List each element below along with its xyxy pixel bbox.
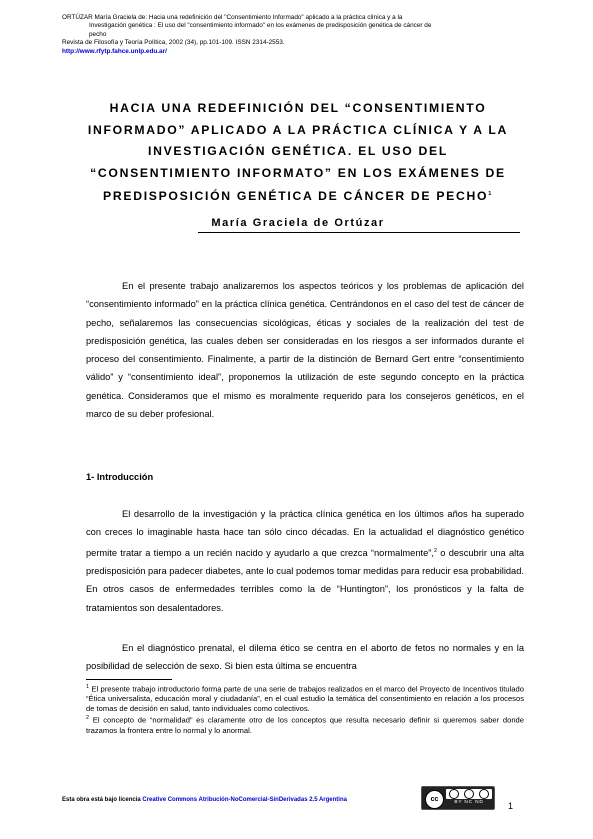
title-line-3: INVESTIGACIÓN GENÉTICA. EL USO DEL <box>148 144 448 158</box>
license-notice <box>62 797 347 803</box>
author-underline <box>198 232 520 233</box>
p1-text-b: o descubrir una alta predisposición para padecer diabetes, ante lo cual podemos tomar medidas para reducir esa probabilidad. En otros casos de enfermedades terribles como la de “Huntington”, los pronósticos y la falta de tratamientos son desalentadores. <box>86 547 524 613</box>
title-line-2: INFORMADO” APLICADO A LA PRÁCTICA CLÍNICA Y A LA <box>87 122 509 137</box>
footnote-2-text: El concepto de “normalidad” es claramente otro de los conceptos que resulta necesario definir si queremos saber donde trazamos la frontera entre lo normal y lo anormal. <box>86 715 524 735</box>
footnote-2-mark: 2 <box>86 715 90 722</box>
cc-icon: cc <box>425 790 444 809</box>
p1-footnote-mark[interactable]: 2 <box>433 547 437 554</box>
abstract-paragraph: En el presente trabajo analizaremos los aspectos teóricos y los problemas de aplicación del “consentimiento informado” en la práctica clínica genética. Centrándonos en el caso del test de cáncer de pecho, señalaremos las consecuencias sicológicas, éticas y sociales de la realización del test de predisposición genética, las cuales deben ser consideradas en los riesgos a ser informados durante el proceso del consentimiento. Finalmente, a partir de la distinción de Bernard Gert entre “consentimiento válido” y “consentimiento ideal”, proponemos la utilización de este segundo concepto en la práctica genética. Consideramos que el mismo es moralmente requerido para los consejeros genéticos, en el marco de su deber profesional. <box>86 281 524 420</box>
license-link[interactable]: Creative Commons Atribución-NoComercial-SinDerivadas 2.5 Argentina <box>142 797 347 803</box>
page-number: 1 <box>508 801 514 811</box>
title-line-5-wrapper <box>70 184 526 208</box>
footnote-1-mark: 1 <box>86 684 90 690</box>
title-footnote-mark[interactable]: 1 <box>488 191 493 197</box>
journal-reference: Revista de Filosofía y Teoría Política, 2002 (34), pp.101-109. ISSN 2314-2553. <box>62 39 285 47</box>
section-heading: 1- Introducción <box>86 472 154 482</box>
p1-text-a: El desarrollo de la investigación y la práctica clínica genética en los últimos años ha superado con creces lo imaginable hasta hace tan sólo cinco décadas. En la actualidad el diagnóstico genético permite tratar a tiempo a un recién nacido y ayudarlo a que crezca “normalmente”, <box>86 509 524 558</box>
citation-line3: pecho <box>89 30 107 38</box>
citation-line1: ORTÚZAR María Graciela de: Hacia una redefinición del "Consentimiento Informado" aplicado a la práctica clínica y a la <box>62 14 403 21</box>
article-title <box>70 98 526 208</box>
journal-url-link[interactable]: http://www.rfytp.fahce.unlp.edu.ar/ <box>62 47 167 55</box>
citation-line2: Investigación genética : El uso del "consentimiento informado" en los exámenes de predisposición genética de cáncer de <box>89 22 432 30</box>
license-prefix: Esta obra está bajo licencia <box>62 797 143 803</box>
title-line-1: HACIA UNA REDEFINICIÓN DEL “CONSENTIMIENTO <box>109 101 487 115</box>
citation-header <box>62 14 532 56</box>
cc-license-badge[interactable] <box>421 786 495 810</box>
cc-terms-label: BY NC ND <box>454 800 484 805</box>
footnote-2 <box>86 714 524 735</box>
cc-terms-icons <box>446 789 492 799</box>
noncommercial-icon <box>464 789 474 799</box>
body-paragraph-1 <box>86 505 524 617</box>
title-line-5: PREDISPOSICIÓN GENÉTICA DE CÁNCER DE PECHO <box>103 189 489 204</box>
author-name: María Graciela de Ortúzar <box>211 217 385 229</box>
noderivatives-icon <box>479 789 489 799</box>
footnotes <box>86 683 524 736</box>
title-line-4: “CONSENTIMIENTO INFORMATO” EN LOS EXÁMENES DE <box>90 165 506 180</box>
attribution-icon <box>449 789 459 799</box>
body-paragraph-2: En el diagnóstico prenatal, el dilema ético se centra en el aborto de fetos no normales y en la posibilidad de selección de sexo. Si bien esta última se encuentra <box>86 643 524 672</box>
footnote-separator <box>86 679 172 680</box>
footnote-1 <box>86 683 524 714</box>
footnote-1-text: El presente trabajo introductorio forma parte de una serie de trabajos realizados en el marco del Proyecto de Incentivos titulado “Ética universalista, educación moral y ciudadanía”, en el cual estudio la temática del consentimiento en relación a los procesos de tomas de decisión en salud, tanto individuales como colectivos. <box>86 684 524 714</box>
